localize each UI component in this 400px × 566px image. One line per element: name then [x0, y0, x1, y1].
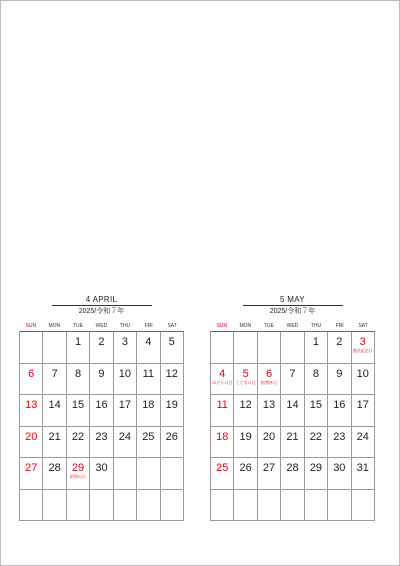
title-rule [52, 305, 152, 306]
weekday-tue: TUE [72, 323, 83, 329]
day-number: 21 [286, 430, 299, 443]
day-number: 8 [312, 367, 319, 380]
day-cell [67, 427, 90, 458]
day-cell [234, 427, 257, 458]
day-cell [258, 364, 281, 395]
day-cell [305, 427, 328, 458]
day-cell [20, 427, 43, 458]
day-number: 8 [74, 367, 82, 380]
weekday-mon: MON [239, 323, 252, 329]
day-cell [90, 395, 113, 426]
empty-day-cell [281, 490, 304, 521]
weekday-sat: SAT [167, 323, 177, 329]
week-row [20, 395, 184, 427]
empty-day-cell [161, 490, 184, 521]
day-cell [352, 395, 375, 426]
weekday-mon: MON [48, 323, 61, 329]
empty-day-cell [352, 490, 375, 521]
weekday-fri: FRI [335, 323, 344, 329]
day-cell [67, 458, 90, 489]
day-number: 21 [48, 430, 61, 443]
day-number: 22 [71, 430, 85, 443]
day-number: 20 [262, 430, 276, 443]
day-cell [305, 364, 328, 395]
day-number: 4 [145, 336, 152, 348]
day-number: 11 [142, 367, 155, 380]
empty-day-cell [305, 490, 328, 521]
day-cell [281, 395, 304, 426]
day-number: 13 [25, 399, 38, 411]
holiday-label: みどりの日 [212, 379, 233, 385]
empty-day-cell [258, 490, 281, 521]
empty-day-cell [211, 490, 234, 521]
month-title: 5 MAY [280, 295, 305, 304]
day-number: 1 [74, 336, 82, 348]
day-cell [161, 395, 184, 426]
day-number: 17 [356, 399, 369, 411]
day-cell [67, 395, 90, 426]
day-cell [211, 364, 234, 395]
week-row [20, 427, 184, 459]
day-cell [328, 458, 351, 489]
week-row [211, 332, 375, 364]
day-cell [328, 427, 351, 458]
weekday-wed: WED [286, 323, 299, 329]
day-cell [211, 395, 234, 426]
day-number: 2 [98, 336, 105, 348]
day-cell [90, 427, 113, 458]
day-number: 29 [309, 462, 323, 474]
weekday-wed: WED [95, 323, 108, 329]
day-cell [20, 458, 43, 489]
day-cell [67, 332, 90, 363]
day-cell [328, 332, 351, 363]
day-cell [234, 364, 257, 395]
day-cell [114, 332, 137, 363]
day-number: 15 [71, 399, 85, 411]
day-number: 6 [265, 367, 273, 380]
empty-day-cell [43, 490, 66, 521]
weekday-sat: SAT [358, 323, 368, 329]
day-number: 23 [95, 430, 108, 443]
day-number: 20 [25, 430, 38, 443]
holiday-label: 振替休日 [261, 379, 278, 385]
day-number: 25 [142, 430, 155, 443]
day-number: 9 [336, 367, 343, 380]
day-number: 24 [118, 430, 132, 443]
day-cell [211, 458, 234, 489]
empty-day-cell [20, 490, 43, 521]
day-cell [137, 332, 160, 363]
day-cell [90, 458, 113, 489]
calendar-header [210, 295, 375, 316]
day-number: 28 [286, 462, 299, 474]
day-cell [281, 427, 304, 458]
weekday-sun: SUN [216, 323, 228, 329]
day-number: 14 [48, 399, 61, 411]
week-row [211, 458, 375, 490]
day-cell [43, 364, 66, 395]
day-number: 30 [95, 462, 108, 474]
day-number: 28 [48, 462, 61, 474]
day-number: 23 [333, 430, 346, 443]
day-grid [19, 331, 184, 521]
day-cell [211, 427, 234, 458]
day-number: 27 [262, 462, 276, 474]
empty-day-cell [234, 490, 257, 521]
empty-day-cell [234, 332, 257, 363]
day-number: 12 [239, 399, 252, 411]
day-cell [137, 395, 160, 426]
weekday-fri: FRI [144, 323, 153, 329]
day-cell [114, 427, 137, 458]
day-number: 30 [333, 462, 346, 474]
day-cell [258, 458, 281, 489]
day-cell [43, 395, 66, 426]
day-number: 16 [333, 399, 346, 411]
day-cell [258, 395, 281, 426]
day-number: 18 [142, 399, 155, 411]
holiday-label: 昭和の日 [70, 474, 87, 479]
day-number: 26 [239, 462, 252, 474]
empty-day-cell [67, 490, 90, 521]
day-cell [352, 332, 375, 363]
day-cell [281, 458, 304, 489]
day-number: 14 [286, 399, 299, 411]
empty-day-cell [281, 332, 304, 363]
empty-day-cell [137, 458, 160, 489]
weekday-header-row [19, 322, 184, 331]
day-number: 4 [219, 367, 226, 380]
day-number: 19 [239, 430, 252, 443]
empty-day-cell [328, 490, 351, 521]
day-number: 6 [28, 367, 35, 380]
day-number: 22 [309, 430, 323, 443]
week-row [211, 427, 375, 459]
empty-day-cell [90, 490, 113, 521]
day-number: 1 [312, 336, 319, 348]
weekday-sun: SUN [25, 323, 37, 329]
day-cell [137, 364, 160, 395]
day-cell [161, 364, 184, 395]
day-cell [20, 395, 43, 426]
week-row [20, 364, 184, 396]
weekday-header-row [210, 322, 375, 331]
day-number: 2 [336, 336, 343, 348]
day-number: 31 [356, 462, 369, 474]
day-cell [234, 458, 257, 489]
day-number: 10 [356, 367, 369, 380]
day-cell [161, 427, 184, 458]
empty-day-cell [137, 490, 160, 521]
day-number: 16 [95, 399, 108, 411]
day-grid [210, 331, 375, 521]
day-cell [234, 395, 257, 426]
day-cell [352, 427, 375, 458]
day-cell [43, 458, 66, 489]
day-number: 17 [118, 399, 132, 411]
day-number: 11 [216, 399, 228, 411]
day-number: 19 [165, 399, 178, 411]
day-cell [90, 364, 113, 395]
weekday-thu: THU [310, 323, 322, 329]
day-number: 10 [118, 367, 132, 380]
day-number: 12 [165, 367, 178, 380]
calendar-header [19, 295, 184, 316]
day-number: 7 [289, 367, 296, 380]
week-row [211, 395, 375, 427]
day-cell [67, 364, 90, 395]
week-row [211, 490, 375, 522]
day-cell [352, 458, 375, 489]
day-number: 9 [98, 367, 105, 380]
day-cell [161, 332, 184, 363]
day-cell [137, 427, 160, 458]
empty-day-cell [211, 332, 234, 363]
day-cell [328, 395, 351, 426]
day-cell [352, 364, 375, 395]
day-number: 5 [242, 367, 249, 380]
day-cell [114, 364, 137, 395]
day-number: 25 [216, 462, 229, 474]
day-number: 26 [165, 430, 178, 443]
empty-day-cell [114, 490, 137, 521]
year-label: 2025/令和７年 [78, 308, 125, 315]
day-cell [258, 427, 281, 458]
weekday-thu: THU [119, 323, 131, 329]
empty-day-cell [43, 332, 66, 363]
day-cell [43, 427, 66, 458]
day-cell [305, 332, 328, 363]
day-cell [305, 395, 328, 426]
day-number: 18 [216, 430, 229, 443]
day-cell [20, 364, 43, 395]
week-row [211, 364, 375, 396]
day-cell [114, 395, 137, 426]
day-number: 27 [25, 462, 38, 474]
calendar-april [19, 295, 184, 521]
year-label: 2025/令和７年 [269, 308, 316, 315]
holiday-label: 憲法記念日 [352, 348, 373, 353]
day-cell [90, 332, 113, 363]
day-number: 24 [356, 430, 369, 443]
holiday-label: こどもの日 [235, 379, 256, 385]
weekday-tue: TUE [263, 323, 274, 329]
calendar-may [210, 295, 375, 521]
week-row [20, 490, 184, 522]
empty-day-cell [114, 458, 137, 489]
day-number: 13 [262, 399, 276, 411]
day-number: 7 [51, 367, 58, 380]
day-cell [328, 364, 351, 395]
day-number: 29 [71, 462, 85, 474]
week-row [20, 332, 184, 364]
day-cell [281, 364, 304, 395]
day-number: 3 [121, 336, 128, 348]
day-number: 3 [359, 336, 366, 348]
week-row [20, 458, 184, 490]
title-rule [243, 305, 343, 306]
day-number: 5 [168, 336, 175, 348]
empty-day-cell [161, 458, 184, 489]
month-title: 4 APRIL [85, 295, 118, 304]
empty-day-cell [20, 332, 43, 363]
day-number: 15 [309, 399, 323, 411]
empty-day-cell [258, 332, 281, 363]
day-cell [305, 458, 328, 489]
